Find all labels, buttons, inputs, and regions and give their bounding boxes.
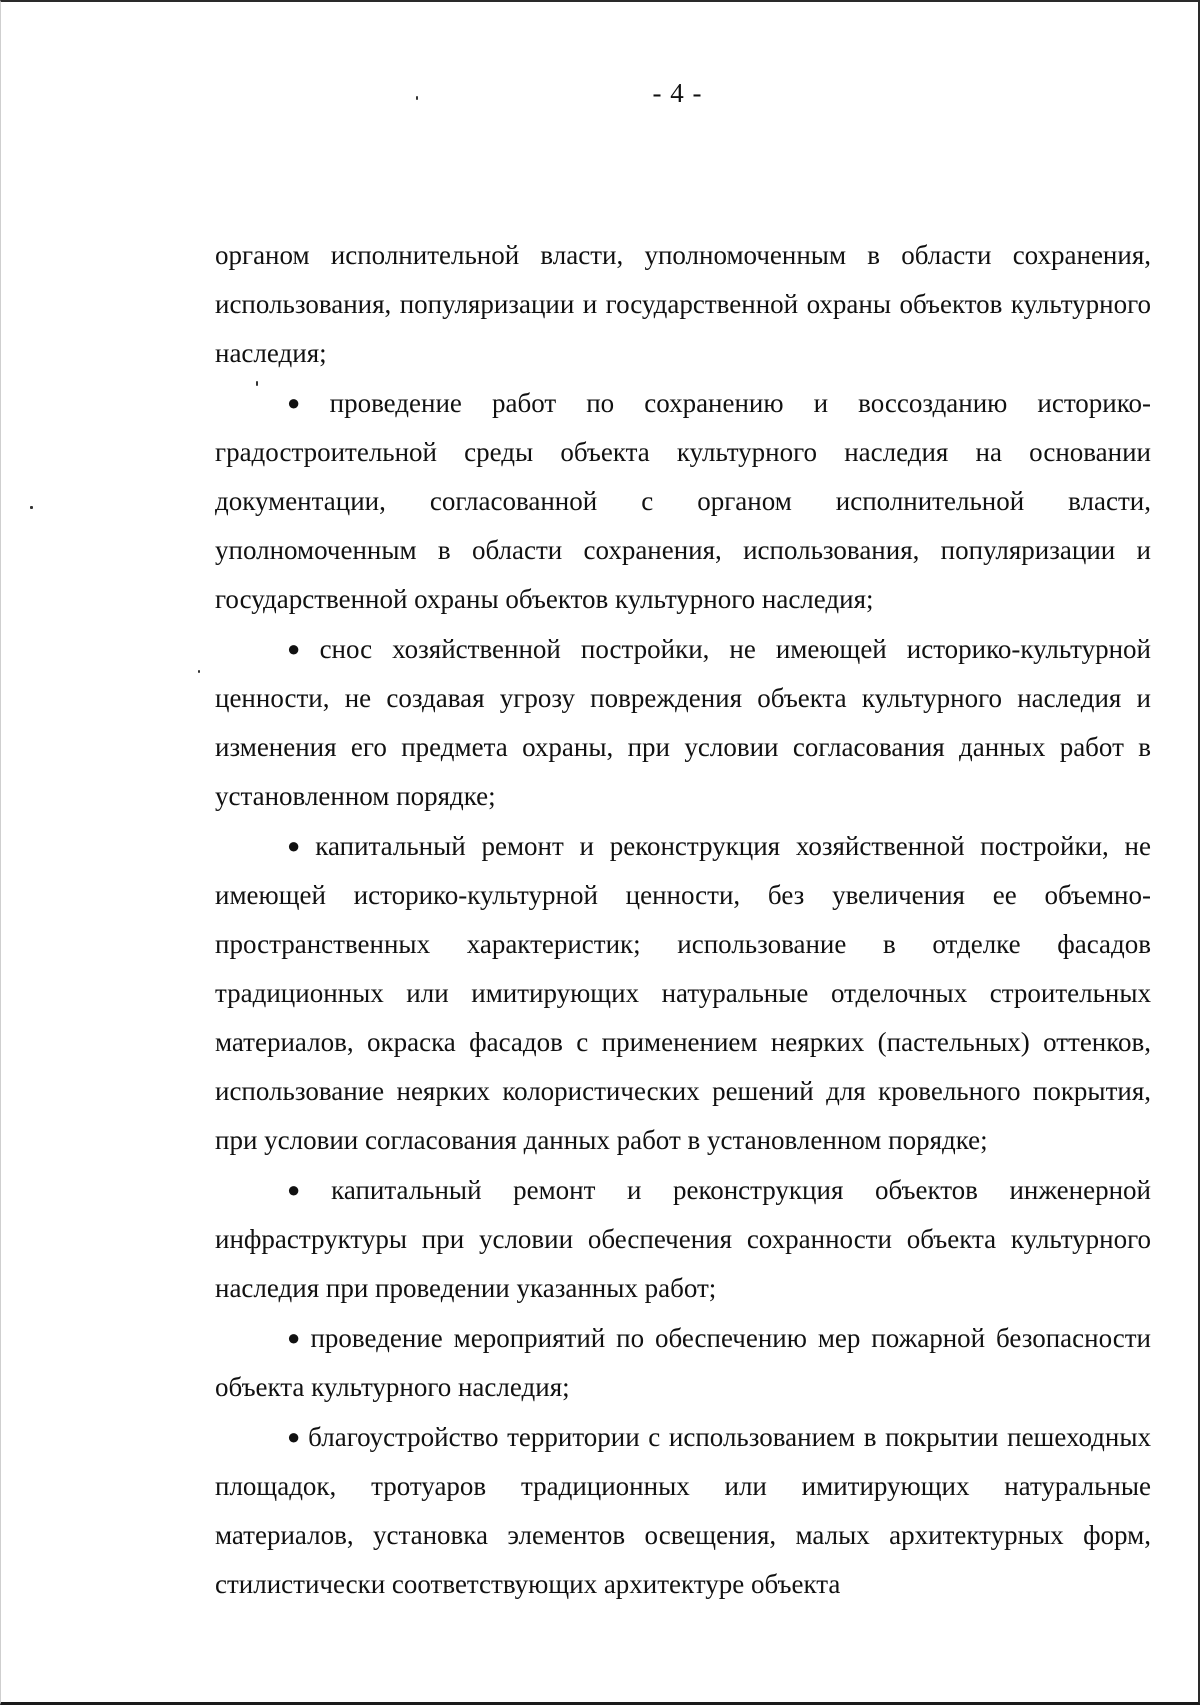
paragraph-text: органом исполнительной власти, уполномоченным в области сохранения, использования, популяризации и государственной охраны объектов культурного наследия; (215, 240, 1151, 368)
bullet-item (215, 378, 1151, 624)
bullet-icon: ● (287, 636, 314, 661)
scan-speck (198, 670, 200, 673)
bullet-item-text: капитальный ремонт и реконструкция хозяйственной постройки, не имеющей историко-культурной ценности, без увеличения ее объемно-пространственных характеристик; использование в отделке фасадов традиционных или имитирующих натуральные отделочных строительных материалов, окраска фасадов с применением неярких (пастельных) оттенков, использование неярких колористических решений для кровельного покрытия, при условии согласования данных работ в установленном порядке; (215, 831, 1151, 1155)
bullet-item-text: благоустройство территории с использованием в покрытии пешеходных площадок, тротуаров традиционных или имитирующих натуральные материалов, установка элементов освещения, малых архитектурных форм, стилистически соответствующих архитектуре объекта (215, 1422, 1151, 1599)
bullet-icon: ● (287, 1325, 305, 1350)
scan-speck (30, 506, 33, 509)
bullet-item (215, 624, 1151, 821)
document-body (215, 231, 1151, 1609)
bullet-item-text: проведение мероприятий по обеспечению мер пожарной безопасности объекта культурного наследия; (215, 1323, 1151, 1402)
bullet-item-text: проведение работ по сохранению и воссозданию историко-градостроительной среды объекта культурного наследия на основании документации, согласованной с органом исполнительной власти, уполномоченным в области сохранения, использования, популяризации и государственной охраны объектов культурного наследия; (215, 388, 1151, 614)
bullet-icon: ● (287, 1424, 303, 1449)
bullet-item-text: капитальный ремонт и реконструкция объектов инженерной инфраструктуры при условии обеспечения сохранности объекта культурного наследия при проведении указанных работ; (215, 1175, 1151, 1303)
paragraph-continuation (215, 231, 1151, 378)
bullet-icon: ● (287, 833, 310, 858)
bullet-item (215, 821, 1151, 1165)
bullet-item-text: снос хозяйственной постройки, не имеющей историко-культурной ценности, не создавая угрозу повреждения объекта культурного наследия и изменения его предмета охраны, при условии согласования данных работ в установленном порядке; (215, 634, 1151, 811)
bullet-icon: ● (287, 390, 324, 415)
bullet-item (215, 1412, 1151, 1609)
bullet-icon: ● (287, 1177, 326, 1202)
page-number: - 4 - (652, 78, 703, 108)
bullet-item (215, 1165, 1151, 1313)
bullet-item (215, 1313, 1151, 1412)
